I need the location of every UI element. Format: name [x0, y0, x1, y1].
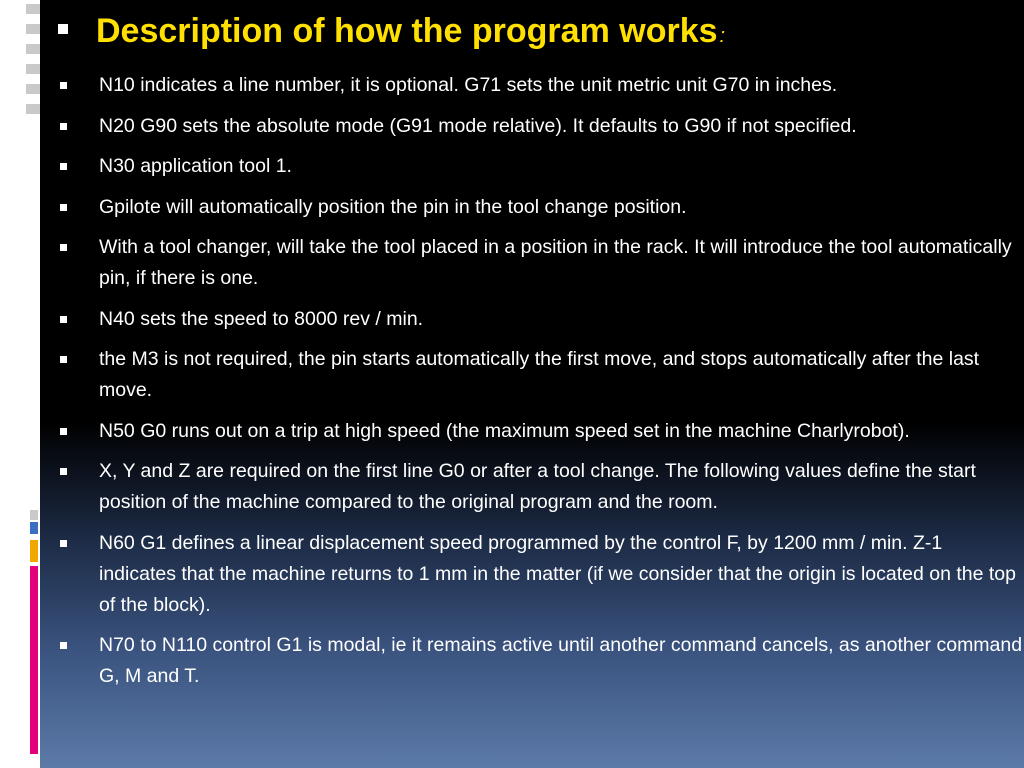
square-bullet-icon — [60, 163, 67, 170]
accent-bar-gray — [30, 510, 38, 520]
list-item — [58, 232, 1024, 294]
accent-bar-magenta — [30, 566, 38, 754]
list-item-text: X, Y and Z are required on the first line G0 or after a tool change. The following values define the start position of the machine compared to the original program and the room. — [99, 460, 976, 513]
list-item-text: N10 indicates a line number, it is optional. G71 sets the unit metric unit G70 in inches. — [99, 74, 838, 96]
list-item — [58, 456, 1024, 518]
square-bullet-icon — [60, 316, 67, 323]
list-item — [58, 630, 1024, 692]
accent-bar-orange — [30, 540, 38, 562]
list-item-text: With a tool changer, will take the tool placed in a position in the rack. It will introduce the tool automatically pin, if there is one. — [99, 236, 1012, 289]
deco-line — [26, 44, 40, 54]
list-item-text: N30 application tool 1. — [99, 155, 292, 177]
list-item — [58, 416, 1024, 447]
square-bullet-icon — [60, 428, 67, 435]
square-bullet-icon — [60, 82, 67, 89]
deco-line — [26, 104, 40, 114]
list-item-text: N20 G90 sets the absolute mode (G91 mode relative). It defaults to G90 if not specified. — [99, 114, 857, 137]
list-item-text: N50 G0 runs out on a trip at high speed (the maximum speed set in the machine Charlyrobot). — [99, 419, 910, 442]
list-item — [58, 344, 1024, 406]
title-row — [58, 12, 725, 51]
slide-content — [58, 0, 1024, 768]
deco-line — [26, 64, 40, 74]
list-item — [58, 151, 1024, 182]
list-item-text: the M3 is not required, the pin starts automatically the first move, and stops automatically after the last move. — [99, 348, 980, 401]
deco-line — [26, 24, 40, 34]
list-item — [58, 70, 1024, 101]
square-bullet-icon — [60, 204, 67, 211]
list-item-text: N70 to N110 control G1 is modal, ie it remains active until another command cancels, as another command G, M and T. — [99, 634, 1023, 687]
title-colon: : — [719, 25, 726, 47]
bullet-list — [58, 70, 1024, 702]
deco-line — [26, 84, 40, 94]
square-bullet-icon — [60, 540, 67, 547]
accent-bar-blue — [30, 522, 38, 534]
list-item — [58, 304, 1024, 335]
deco-line — [26, 4, 40, 14]
square-bullet-icon — [60, 123, 67, 130]
list-item — [58, 528, 1024, 621]
list-item-text: N60 G1 defines a linear displacement speed programmed by the control F, by 1200 mm / min. Z-1 indicates that the machine returns to 1 mm in the matter (if we consider that the origin is located on the top of the block). — [99, 531, 1016, 616]
square-bullet-icon — [60, 642, 67, 649]
square-bullet-icon — [60, 244, 67, 251]
accent-bars — [26, 500, 40, 758]
list-item-text: Gpilote will automatically position the pin in the tool change position. — [99, 195, 687, 218]
square-bullet-icon — [58, 24, 68, 34]
list-item — [58, 192, 1024, 223]
list-item — [58, 111, 1024, 142]
square-bullet-icon — [60, 468, 67, 475]
slide-title: Description of how the program works — [96, 12, 718, 50]
square-bullet-icon — [60, 356, 67, 363]
list-item-text: N40 sets the speed to 8000 rev / min. — [99, 307, 424, 330]
top-decorative-lines — [26, 4, 40, 114]
